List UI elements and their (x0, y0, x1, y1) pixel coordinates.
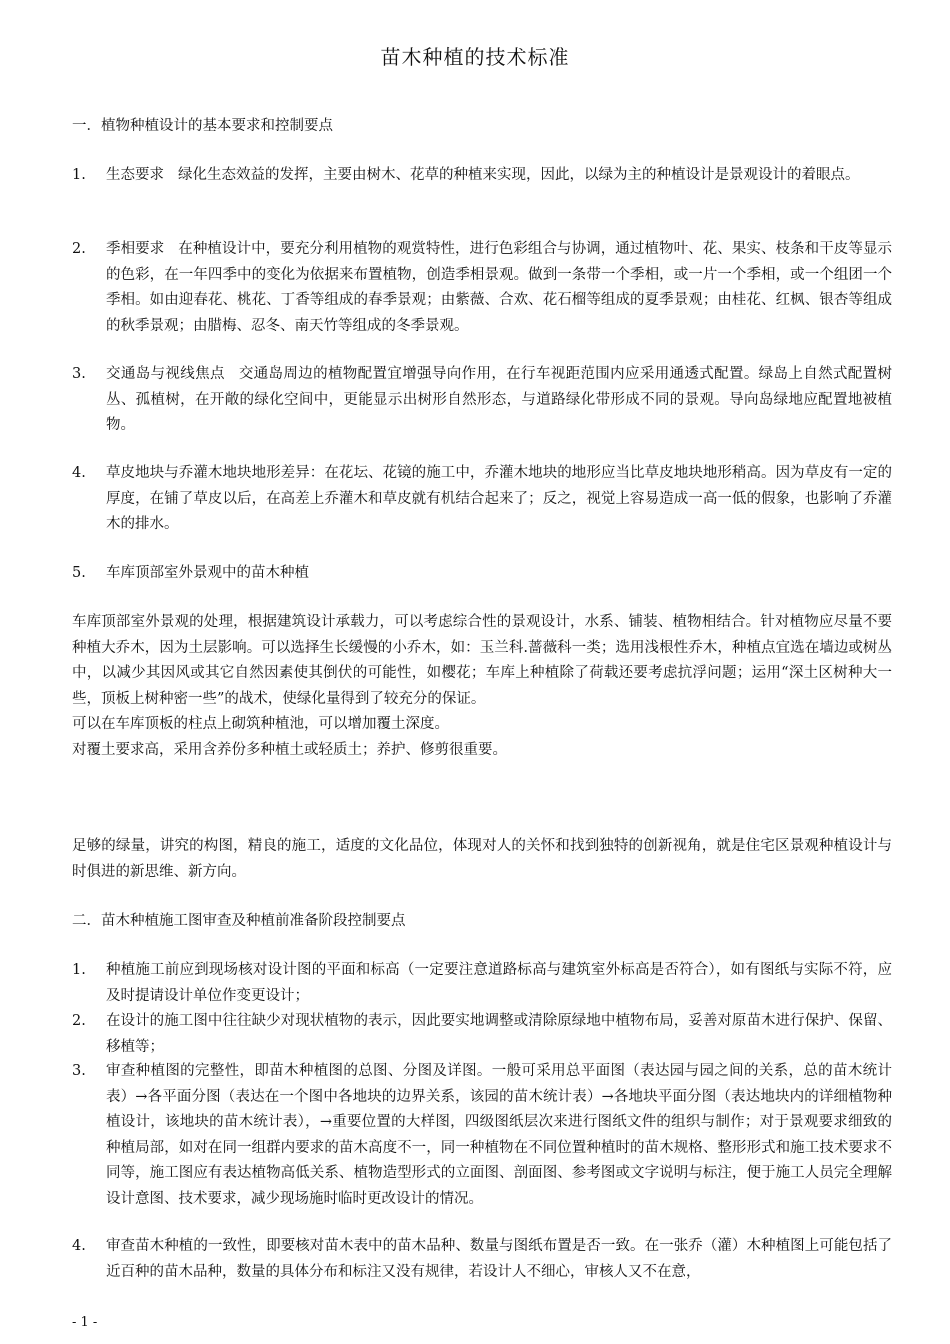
item-term: 交通岛与视线焦点 (106, 366, 225, 382)
item-number: 3. (72, 366, 86, 382)
item-number: 2. (72, 241, 86, 257)
item-text: 交通岛周边的植物配置宜增强导向作用，在行车视距范围内应采用通透式配置。绿岛上自然式配置树丛、孤植树，在开敞的绿化空间中，更能显示出树形自然形态，与道路绿化带形成不同的景观。导向岛绿地应配置地被植物。 (106, 366, 893, 433)
item-text: 种植施工前应到现场核对设计图的平面和标高（一定要注意道路标高与建筑室外标高是否符合），如有图纸与实际不符，应及时提请设计单位作变更设计； (106, 962, 892, 1004)
garage-paragraph-1: 车库顶部室外景观的处理，根据建筑设计承载力，可以考虑综合性的景观设计，水系、铺装、植物相结合。针对植物应尽量不要种植大乔木，因为土层影响。可以选择生长缓慢的小乔木，如：玉兰科.蔷薇科一类；选用浅根性乔木，种植点宜选在墙边或树丛中，以减少其因风或其它自然因素使其倒伏的可能性，如樱花；车库上种植除了荷载还要考虑抗浮问题；运用“深土区树种大一些，顶板上树种密一些”的战术，使绿化量得到了较充分的保证。 (72, 614, 892, 707)
item-term: 季相要求 (106, 241, 165, 257)
garage-paragraph-2: 可以在车库顶板的柱点上砌筑种植池，可以增加覆土深度。 (72, 716, 449, 732)
item-text: 车库顶部室外景观中的苗木种植 (106, 565, 309, 581)
page-number: - 1 - (72, 1315, 98, 1330)
item-text: 绿化生态效益的发挥，主要由树木、花草的种植来实现，因此，以绿为主的种植设计是景观设计的着眼点。 (178, 167, 860, 183)
summary-paragraph: 足够的绿量，讲究的构图，精良的施工，适度的文化品位，体现对人的关怀和找到独特的创新视角，就是住宅区景观种植设计与时俱进的新思维、新方向。 (72, 838, 892, 880)
section-1-item-3 (72, 362, 892, 439)
item-text: 在种植设计中，要充分利用植物的观赏特性，进行色彩组合与协调，通过植物叶、花、果实、枝条和干皮等显示的色彩，在一年四季中的变化为依据来布置植物，创造季相景观。做到一条带一个季相，或一片一个季相，或一个组团一个季相。如由迎春花、桃花、丁香等组成的春季景观；由紫薇、合欢、花石榴等组成的夏季景观；由桂花、红枫、银杏等组成的秋季景观；由腊梅、忍冬、南天竹等组成的冬季景观。 (106, 241, 893, 334)
section-2-heading: 二．苗木种植施工图审查及种植前准备阶段控制要点 (72, 913, 406, 929)
section-2-item-4 (72, 1234, 892, 1285)
section-2-item-3 (72, 1059, 892, 1212)
item-number: 1. (72, 962, 86, 978)
garage-paragraph-3: 对覆土要求高，采用含养份多种植土或轻质土；养护、修剪很重要。 (72, 741, 507, 758)
item-number: 4. (72, 1238, 86, 1254)
item-text: 草皮地块与乔灌木地块地形差异：在花坛、花镜的施工中，乔灌木地块的地形应当比草皮地块地形稍高。因为草皮有一定的厚度，在铺了草皮以后，在高差上乔灌木和草皮就有机结合起来了；反之，视觉上容易造成一高一低的假象，也影响了乔灌木的排水。 (106, 465, 892, 532)
item-text: 审查苗木种植的一致性，即要核对苗木表中的苗木品种、数量与图纸布置是否一致。在一张乔（灌）木种植图上可能包括了近百种的苗木品种，数量的具体分布和标注又没有规律，若设计人不细心，审核人又不在意， (106, 1238, 892, 1280)
section-1-item-5 (72, 561, 892, 587)
item-number: 5. (72, 565, 86, 581)
item-term: 生态要求 (106, 167, 164, 183)
item-text: 审查种植图的完整性，即苗木种植图的总图、分图及详图。一般可采用总平面图（表达园与园之间的关系，总的苗木统计表）→各平面分图（表达在一个图中各地块的边界关系，该园的苗木统计表）→各地块平面分图（表达地块内的详细植物种植设计，该地块的苗木统计表），→重要位置的大样图，四级图纸层次来进行图纸文件的组织与制作；对于景观要求细致的种植局部，如对在同一组群内要求的苗木高度不一，同一种植物在不同位置种植时的苗木规格、整形形式和施工技术要求不同等，施工图应有表达植物高低关系、植物造型形式的立面图、剖面图、参考图或文字说明与标注，便于施工人员完全理解设计意图、技术要求，减少现场施时临时更改设计的情况。 (106, 1063, 892, 1207)
garage-paragraphs (72, 610, 892, 763)
section-2-item-2 (72, 1009, 892, 1060)
item-number: 1. (72, 167, 86, 183)
section-1-item-4 (72, 461, 892, 538)
section-1-item-2 (72, 237, 892, 339)
section-1-heading: 一．植物种植设计的基本要求和控制要点 (72, 118, 333, 134)
item-number: 4. (72, 465, 86, 481)
section-1-item-1 (72, 163, 892, 189)
item-text: 在设计的施工图中往往缺少对现状植物的表示，因此要实地调整或清除原绿地中植物布局，妥善对原苗木进行保护、保留、移植等； (106, 1013, 892, 1055)
item-number: 2. (72, 1013, 86, 1029)
document-title: 苗木种植的技术标准 (380, 45, 570, 69)
section-2-item-1 (72, 958, 892, 1009)
item-number: 3. (72, 1063, 86, 1079)
